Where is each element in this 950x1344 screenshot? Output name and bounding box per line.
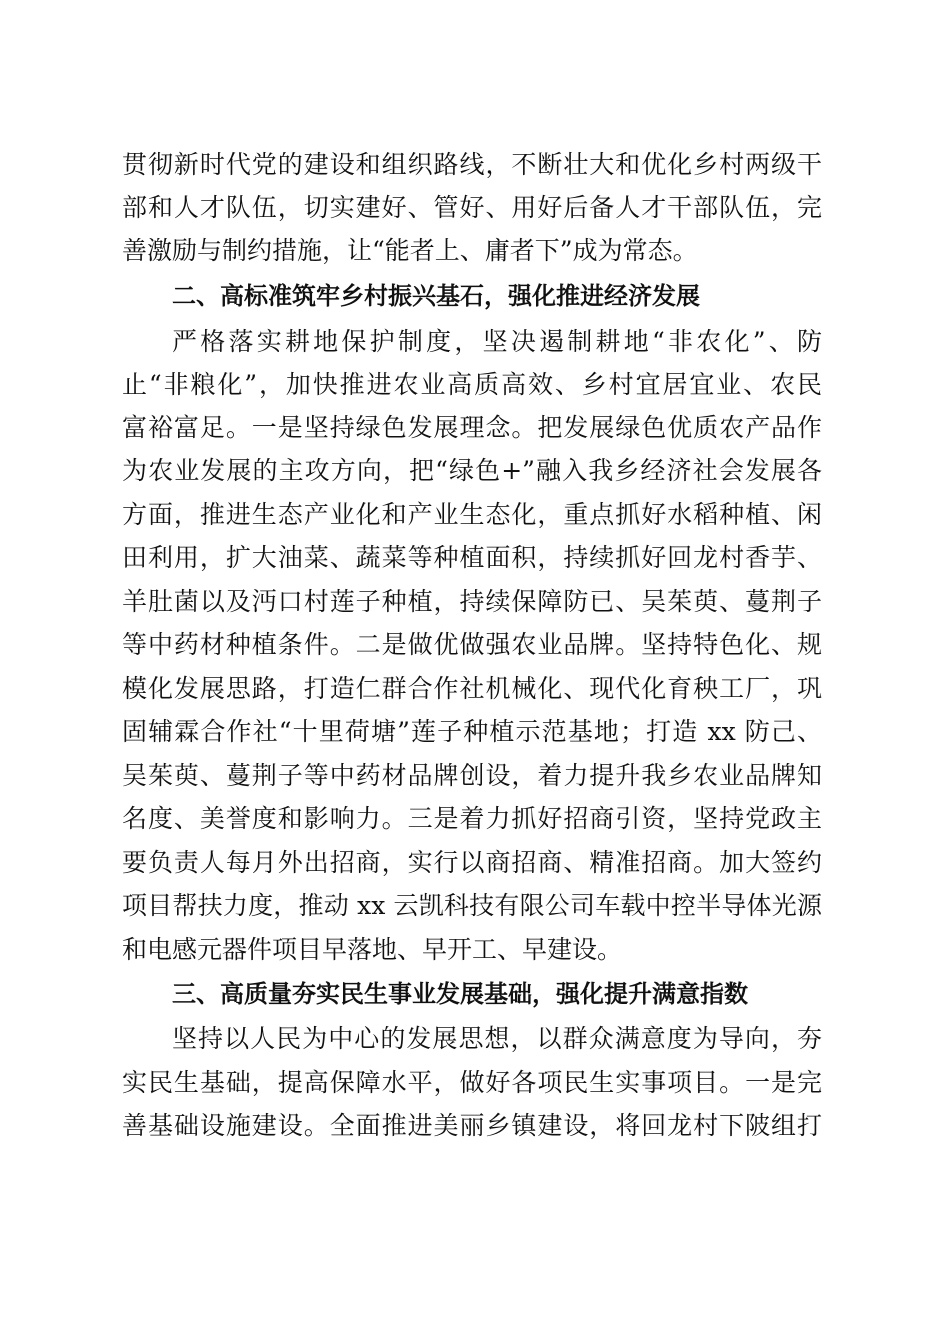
section-heading-3: 三、高质量夯实民生事业发展基础，强化提升满意指数 [172,980,748,1008]
para2-line-11: 吴茱萸、蔓荆子等中药材品牌创设，着力提升我乡农业品牌知 [122,761,822,790]
para2-line-9: 模化发展思路，打造仁群合作社机械化、现代化育秧工厂，巩 [122,674,822,703]
para2-line-8: 等中药材种植条件。二是做优做强农业品牌。坚持特色化、规 [122,630,822,659]
para2-line-5: 方面，推进生态产业化和产业生态化，重点抓好水稻种植、闲 [122,500,822,529]
para2-line-2: 止“非粮化”，加快推进农业高质高效、乡村宜居宜业、农民 [122,370,822,399]
para1-line-3: 善激励与制约措施，让“能者上、庸者下”成为常态。 [122,236,698,265]
para2-line-6: 田利用，扩大油菜、蔬菜等种植面积，持续抓好回龙村香芋、 [122,543,822,572]
para2-line-13: 要负责人每月外出招商，实行以商招商、精准招商。加大签约 [122,848,822,877]
para2-line-7: 羊肚菌以及沔口村莲子种植，持续保障防已、吴茱萸、蔓荆子 [122,587,822,616]
para3-line-3: 善基础设施建设。全面推进美丽乡镇建设，将回龙村下陂组打 [122,1111,822,1140]
para1-line-1: 贯彻新时代党的建设和组织路线，不断壮大和优化乡村两级干 [122,150,822,179]
para2-line-12: 名度、美誉度和影响力。三是着力抓好招商引资，坚持党政主 [122,804,822,833]
para2-line-10: 固辅霖合作社“十里荷塘”莲子种植示范基地；打造 xx 防己、 [122,717,822,746]
para3-line-2: 实民生基础，提高保障水平，做好各项民生实事项目。一是完 [122,1068,822,1097]
para2-line-15: 和电感元器件项目早落地、早开工、早建设。 [122,935,623,964]
para2-line-14: 项目帮扶力度，推动 xx 云凯科技有限公司车载中控半导体光源 [122,891,822,920]
section-heading-2: 二、高标准筑牢乡村振兴基石，强化推进经济发展 [172,282,700,310]
para1-line-2: 部和人才队伍，切实建好、管好、用好后备人才干部队伍，完 [122,193,822,222]
para3-line-1: 坚持以人民为中心的发展思想，以群众满意度为导向，夯 [172,1024,822,1053]
para2-line-4: 为农业发展的主攻方向，把“绿色+”融入我乡经济社会发展各 [122,456,822,485]
para2-line-1: 严格落实耕地保护制度，坚决遏制耕地“非农化”、防 [172,327,822,356]
para2-line-3: 富裕富足。一是坚持绿色发展理念。把发展绿色优质农产品作 [122,413,822,442]
